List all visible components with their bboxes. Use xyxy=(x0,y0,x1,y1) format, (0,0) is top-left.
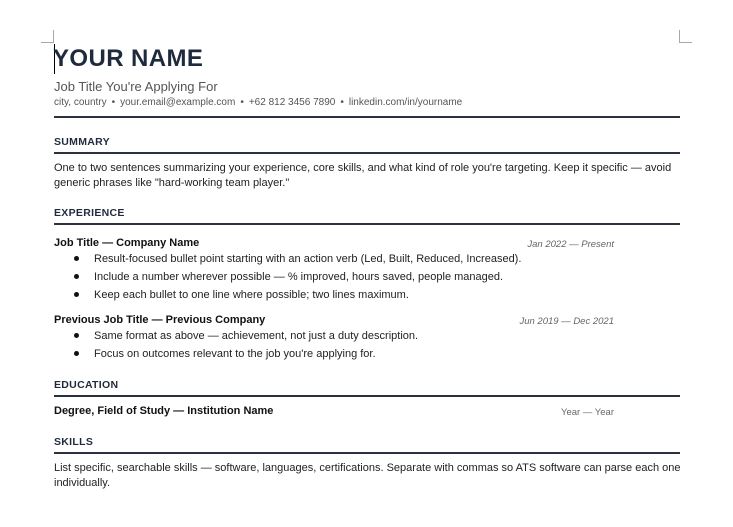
resume-job-title[interactable]: Job Title You're Applying For xyxy=(54,79,218,94)
contact-line[interactable] xyxy=(54,97,462,108)
job-1-bullet-3[interactable] xyxy=(74,289,409,301)
bullet-text: Focus on outcomes relevant to the job you're applying for. xyxy=(94,348,376,360)
job-1-bullet-2[interactable] xyxy=(74,271,503,283)
bullet-dot-icon xyxy=(74,274,79,279)
contact-separator: • xyxy=(111,97,116,108)
section-divider-skills xyxy=(54,452,680,454)
section-title-education[interactable]: EDUCATION xyxy=(54,379,119,391)
bullet-dot-icon xyxy=(74,351,79,356)
bullet-text: Result-focused bullet point starting with an action verb (Led, Built, Reduced, Increased). xyxy=(94,253,522,265)
job-title-2[interactable]: Previous Job Title — Previous Company xyxy=(54,314,266,326)
bullet-text: Same format as above — achievement, not just a duty description. xyxy=(94,330,419,342)
section-divider-education xyxy=(54,395,680,397)
bullet-dot-icon xyxy=(74,333,79,338)
resume-name[interactable]: YOUR NAME xyxy=(53,45,204,72)
section-title-summary[interactable]: SUMMARY xyxy=(54,136,110,148)
section-divider-summary xyxy=(54,152,680,154)
contact-linkedin: linkedin.com/in/yourname xyxy=(348,97,463,108)
contact-separator: • xyxy=(240,97,244,108)
header-divider xyxy=(54,116,680,118)
contact-location: city, country xyxy=(54,97,107,108)
contact-phone: +62 812 3456 7890 xyxy=(248,97,336,108)
bullet-dot-icon xyxy=(74,292,79,297)
job-date-1[interactable]: Jan 2022 — Present xyxy=(527,239,614,250)
section-title-skills[interactable]: SKILLS xyxy=(54,436,94,448)
job-title-1[interactable]: Job Title — Company Name xyxy=(54,237,200,249)
job-date-2[interactable]: Jun 2019 — Dec 2021 xyxy=(519,316,614,327)
education-date[interactable]: Year — Year xyxy=(561,407,614,418)
section-divider-experience xyxy=(54,223,680,225)
skills-text[interactable]: List specific, searchable skills — software, languages, certifications. Separate with commas so ATS software can parse each one individually. xyxy=(54,462,681,489)
job-2-bullet-1[interactable] xyxy=(74,330,418,342)
section-title-experience[interactable]: EXPERIENCE xyxy=(54,207,125,219)
job-1-bullet-1[interactable] xyxy=(74,253,521,265)
education-entry[interactable]: Degree, Field of Study — Institution Name xyxy=(54,405,274,417)
contact-email: your.email@example.com xyxy=(120,97,236,108)
summary-text[interactable]: One to two sentences summarizing your experience, core skills, and what kind of role you're targeting. Keep it specific — avoid generic phrases like "hard-working team player." xyxy=(54,162,672,189)
job-2-bullet-2[interactable] xyxy=(74,348,376,360)
bullet-text: Keep each bullet to one line where possible; two lines maximum. xyxy=(94,289,409,301)
contact-separator: • xyxy=(340,97,344,108)
bullet-dot-icon xyxy=(74,256,79,261)
bullet-text: Include a number wherever possible — % improved, hours saved, people managed. xyxy=(94,271,504,283)
crop-mark-top-right xyxy=(679,30,692,43)
crop-mark-top-left xyxy=(41,30,54,43)
